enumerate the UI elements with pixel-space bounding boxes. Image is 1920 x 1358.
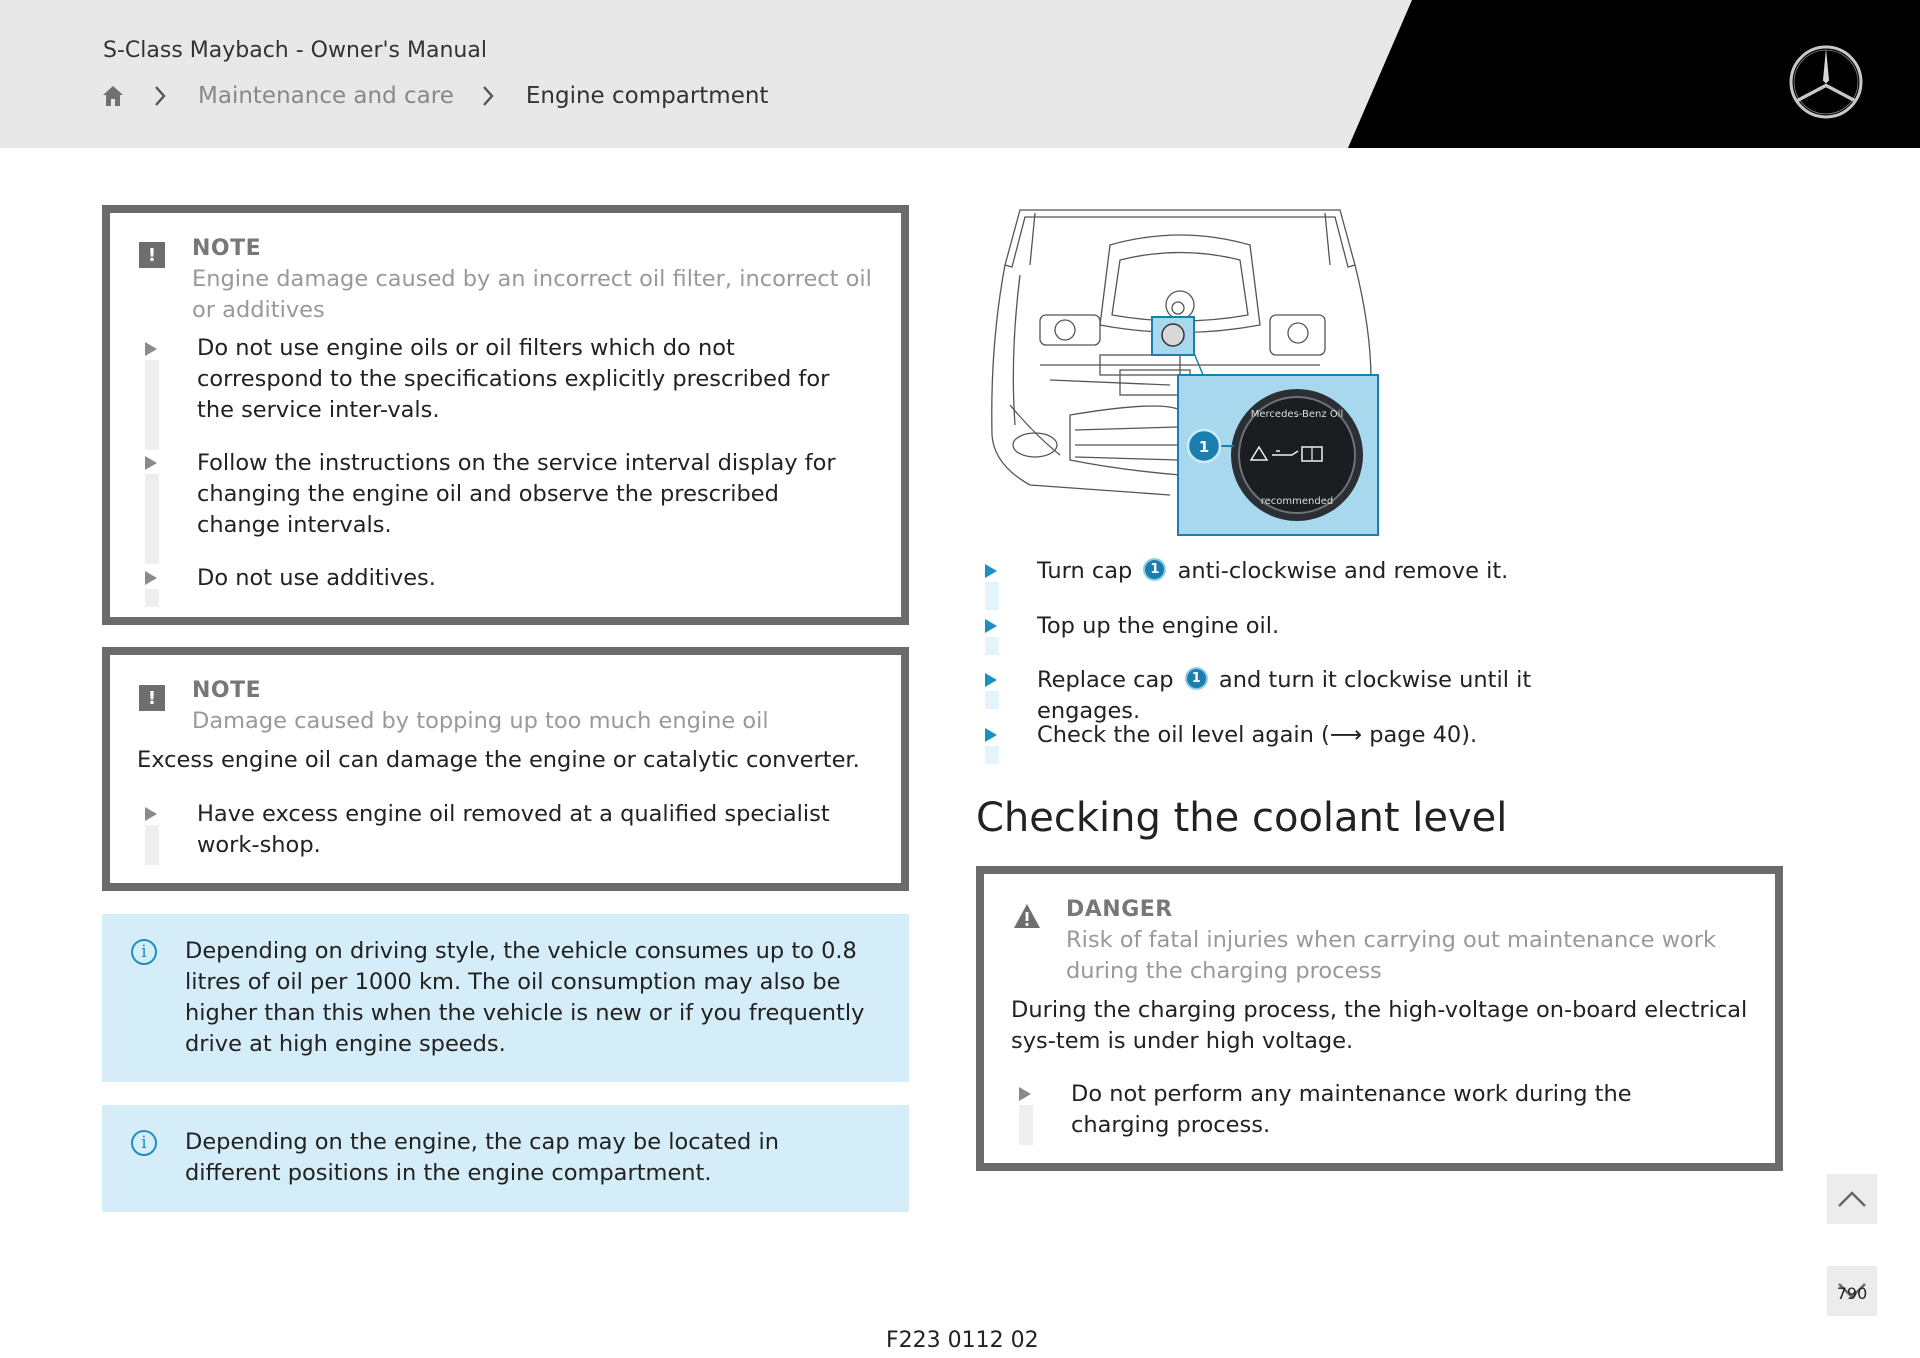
figure-callout-number: 1 bbox=[1198, 438, 1210, 456]
engine-compartment-illustration bbox=[980, 205, 1380, 537]
scroll-up-button[interactable] bbox=[1827, 1174, 1877, 1224]
bullet-marker bbox=[1019, 1087, 1033, 1145]
chevron-right-icon bbox=[140, 83, 180, 109]
note-subtitle: Engine damage caused by an incorrect oil filter, incorrect oil or additives bbox=[192, 266, 872, 323]
step-text bbox=[1037, 665, 1597, 727]
bullet-marker bbox=[145, 456, 159, 564]
danger-heading: DANGER bbox=[1066, 897, 1173, 922]
note-heading: NOTE bbox=[192, 678, 262, 703]
step-text-before: Replace cap bbox=[1037, 667, 1174, 693]
page-number: 790 bbox=[1836, 1283, 1868, 1303]
section-title-coolant: Checking the coolant level bbox=[976, 795, 1508, 841]
note-heading: NOTE bbox=[192, 236, 262, 261]
bullet-marker bbox=[145, 571, 159, 607]
note-bullet-text: Have excess engine oil removed at a qualified specialist work-shop. bbox=[197, 801, 830, 858]
note-subtitle: Damage caused by topping up too much engine oil bbox=[192, 708, 769, 734]
step-marker bbox=[985, 673, 999, 709]
breadcrumb bbox=[100, 80, 768, 112]
danger-subtitle: Risk of fatal injuries when carrying out maintenance work during the charging process bbox=[1066, 927, 1717, 984]
chevron-up-icon bbox=[1837, 1190, 1867, 1208]
chevron-right-icon bbox=[468, 83, 508, 109]
scroll-down-button[interactable] bbox=[1827, 1266, 1877, 1316]
step-marker bbox=[985, 619, 999, 655]
note-body-text: Excess engine oil can damage the engine or catalytic converter. bbox=[137, 747, 860, 773]
document-title: S-Class Maybach - Owner's Manual bbox=[103, 38, 487, 63]
note-bullet-text: Do not use additives. bbox=[197, 565, 436, 591]
figure-label: F223 0112 02 bbox=[886, 1328, 1039, 1353]
step-marker bbox=[985, 564, 999, 610]
warning-exclamation-icon: ! bbox=[139, 242, 165, 268]
bullet-marker bbox=[145, 807, 159, 865]
step-text-before: Turn cap bbox=[1037, 558, 1133, 584]
info-icon: i bbox=[131, 1130, 157, 1156]
breadcrumb-link-maintenance[interactable]: Maintenance and care bbox=[198, 83, 454, 109]
danger-bullet-text: Do not perform any maintenance work during the charging process. bbox=[1071, 1081, 1632, 1138]
step-text-after: anti-clockwise and remove it. bbox=[1177, 558, 1509, 584]
mercedes-star-logo[interactable] bbox=[1788, 44, 1864, 120]
step-text bbox=[1037, 556, 1597, 587]
step-text: Top up the engine oil. bbox=[1037, 613, 1280, 639]
breadcrumb-current: Engine compartment bbox=[525, 83, 769, 109]
cap-text-top: Mercedes-Benz Oil bbox=[1250, 409, 1344, 420]
step-text-link[interactable]: Check the oil level again (⟶ page 40). bbox=[1037, 722, 1478, 748]
danger-body-text: During the charging process, the high-voltage on-board electrical sys-tem is under high voltage. bbox=[1011, 997, 1748, 1054]
cap-text-bottom: recommended bbox=[1260, 496, 1334, 507]
bullet-marker bbox=[145, 342, 159, 450]
step-text-after: and turn it clockwise until it engages. bbox=[1037, 667, 1532, 724]
header-black-band bbox=[0, 0, 1920, 148]
page-header bbox=[0, 0, 1920, 148]
info-text: Depending on driving style, the vehicle consumes up to 0.8 litres of oil per 1000 km. The oil consumption may also be higher than this when the vehicle is new or if you frequently drive at high engine speeds. bbox=[185, 938, 865, 1057]
info-text: Depending on the engine, the cap may be located in different positions in the engine compartment. bbox=[185, 1129, 779, 1186]
callout-badge-1: 1 bbox=[1143, 558, 1166, 581]
callout-badge-1: 1 bbox=[1185, 667, 1208, 690]
step-marker bbox=[985, 728, 999, 764]
info-icon: i bbox=[131, 939, 157, 965]
home-icon[interactable] bbox=[100, 83, 126, 109]
warning-exclamation-icon: ! bbox=[139, 685, 165, 711]
note-bullet-text: Follow the instructions on the service interval display for changing the engine oil and observe the prescribed change intervals. bbox=[197, 450, 836, 538]
note-bullet-text: Do not use engine oils or oil filters which do not correspond to the specifications explicitly prescribed for the service inter-vals. bbox=[197, 335, 830, 423]
warning-triangle-icon bbox=[1013, 903, 1041, 929]
